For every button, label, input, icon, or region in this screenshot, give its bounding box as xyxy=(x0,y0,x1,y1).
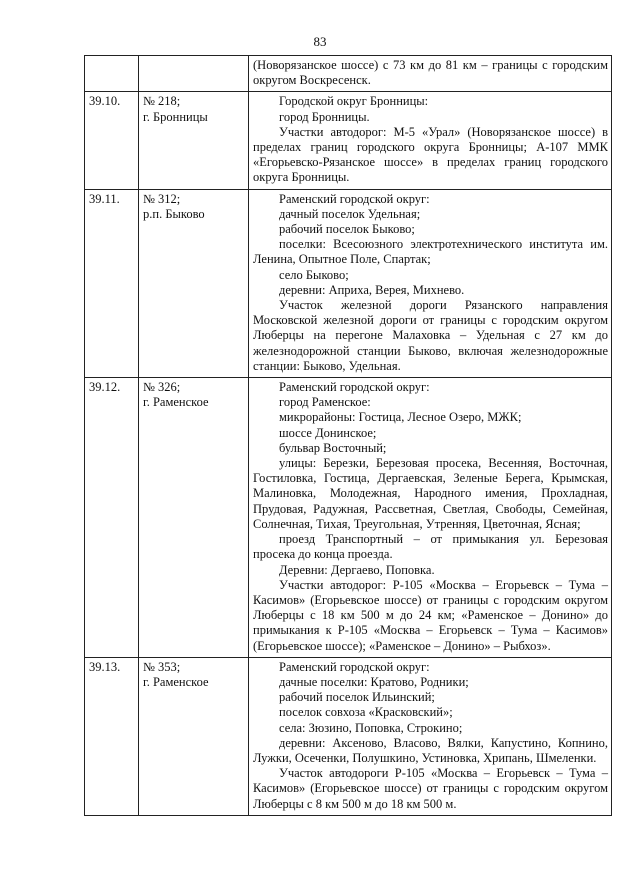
description-paragraph: поселок совхоза «Красковский»; xyxy=(279,705,453,720)
row-number xyxy=(85,56,139,92)
description-paragraph: город Бронницы. xyxy=(279,109,370,124)
page-number: 83 xyxy=(313,34,327,49)
description-paragraph: город Раменское: xyxy=(279,395,371,410)
description-paragraph: Раменский городской округ: xyxy=(279,191,430,206)
district-name-line: № 312; xyxy=(143,191,181,206)
description-paragraph: Городской округ Бронницы: xyxy=(279,94,429,109)
table-row xyxy=(85,56,612,92)
district-name-cell xyxy=(139,189,249,377)
description-paragraph: Раменский городской округ: xyxy=(279,659,430,674)
description-paragraph: деревни: Априха, Верея, Михнево. xyxy=(279,282,465,297)
description-paragraph: Участок железной дороги Рязанского направления Московской железной дороги от границы с городским округом Люберцы на перегоне Малаховка – Удельная с 27 км до железнодорожной станции Быково, включая железнодорожные станции: Быково, Удельная. xyxy=(253,298,608,373)
table-row xyxy=(85,189,612,377)
description-paragraph: Участки автодорог: Р-105 «Москва – Егорьевск – Тума – Касимов» (Егорьевское шоссе) от границы с городским округом Люберцы с 18 км 500 м до 24 км; «Раменское – Донино» до примыкания к Р-105 «Москва – Егорьевск – Тума – Касимов» (Егорьевское шоссе); «Раменское – Донино» – Рыбхоз». xyxy=(253,577,608,653)
description-paragraph: бульвар Восточный; xyxy=(279,440,387,455)
description-paragraph: микрорайоны: Гостица, Лесное Озеро, МЖК; xyxy=(279,410,522,425)
description-paragraph: дачный поселок Удельная; xyxy=(279,206,421,221)
district-description-cell xyxy=(249,92,612,189)
description-paragraph: село Быково; xyxy=(279,267,349,282)
row-number: 39.13. xyxy=(85,657,139,815)
description-paragraph: деревни: Аксеново, Власово, Вялки, Капустино, Копнино, Лужки, Осеченки, Полушкино, Устиновка, Хрипань, Шмеленки. xyxy=(253,735,608,765)
description-paragraph: поселки: Всесоюзного электротехнического института им. Ленина, Опытное Поле, Спартак; xyxy=(253,237,608,267)
description-paragraph: улицы: Березки, Березовая просека, Весенняя, Восточная, Гостиловка, Гостица, Дергаевская, Зеленые Берега, Крымская, Малиновка, Молодежная, Народного имения, Прохладная, Прудовая, Радужная, Рассветная, Светлая, Свободы, Семейная, Солнечная, Тихая, Треугольная, Утренняя, Цветочная, Ясная; xyxy=(253,456,608,531)
description-paragraph: Участки автодорог: М-5 «Урал» (Новорязанское шоссе) в пределах границ городского округа Бронницы; А-107 ММК «Егорьевско-Рязанское шоссе» в пределах границ городского округа Бронницы. xyxy=(253,124,608,185)
district-description-cell xyxy=(249,189,612,377)
description-paragraph: рабочий поселок Ильинский; xyxy=(279,690,435,705)
description-paragraph: проезд Транспортный – от примыкания ул. Березовая просека до конца проезда. xyxy=(253,532,608,562)
district-description-cell xyxy=(249,56,612,92)
table-row xyxy=(85,92,612,189)
district-name-cell xyxy=(139,378,249,658)
district-name-cell xyxy=(139,92,249,189)
table-row xyxy=(85,657,612,815)
district-table xyxy=(84,55,612,816)
description-paragraph: Деревни: Дергаево, Поповка. xyxy=(279,562,435,577)
row-number: 39.12. xyxy=(85,378,139,658)
description-paragraph: Раменский городской округ: xyxy=(279,380,430,395)
description-paragraph: дачные поселки: Кратово, Родники; xyxy=(279,674,469,689)
description-paragraph: шоссе Донинское; xyxy=(279,425,377,440)
description-paragraph: (Новорязанское шоссе) с 73 км до 81 км – границы с городским округом Воскресенск. xyxy=(253,58,608,88)
district-name-line: № 218; xyxy=(143,94,181,109)
description-paragraph: рабочий поселок Быково; xyxy=(279,222,415,237)
district-name-line: № 353; xyxy=(143,659,181,674)
district-name-line: № 326; xyxy=(143,380,181,395)
table-body xyxy=(85,56,612,816)
table-row xyxy=(85,378,612,658)
district-name-line: г. Раменское xyxy=(143,395,209,410)
district-name-line: р.п. Быково xyxy=(143,206,205,221)
district-name-line: г. Бронницы xyxy=(143,109,208,124)
row-number: 39.10. xyxy=(85,92,139,189)
district-description-cell xyxy=(249,657,612,815)
row-number: 39.11. xyxy=(85,189,139,377)
description-paragraph: Участок автодороги Р-105 «Москва – Егорьевск – Тума – Касимов» (Егорьевское шоссе) от границы с городским округом Люберцы с 8 км 500 м до 18 км 500 м. xyxy=(253,766,608,811)
district-name-cell xyxy=(139,657,249,815)
district-description-cell xyxy=(249,378,612,658)
district-name-line: г. Раменское xyxy=(143,674,209,689)
description-paragraph: села: Зюзино, Поповка, Строкино; xyxy=(279,720,463,735)
district-name-cell xyxy=(139,56,249,92)
